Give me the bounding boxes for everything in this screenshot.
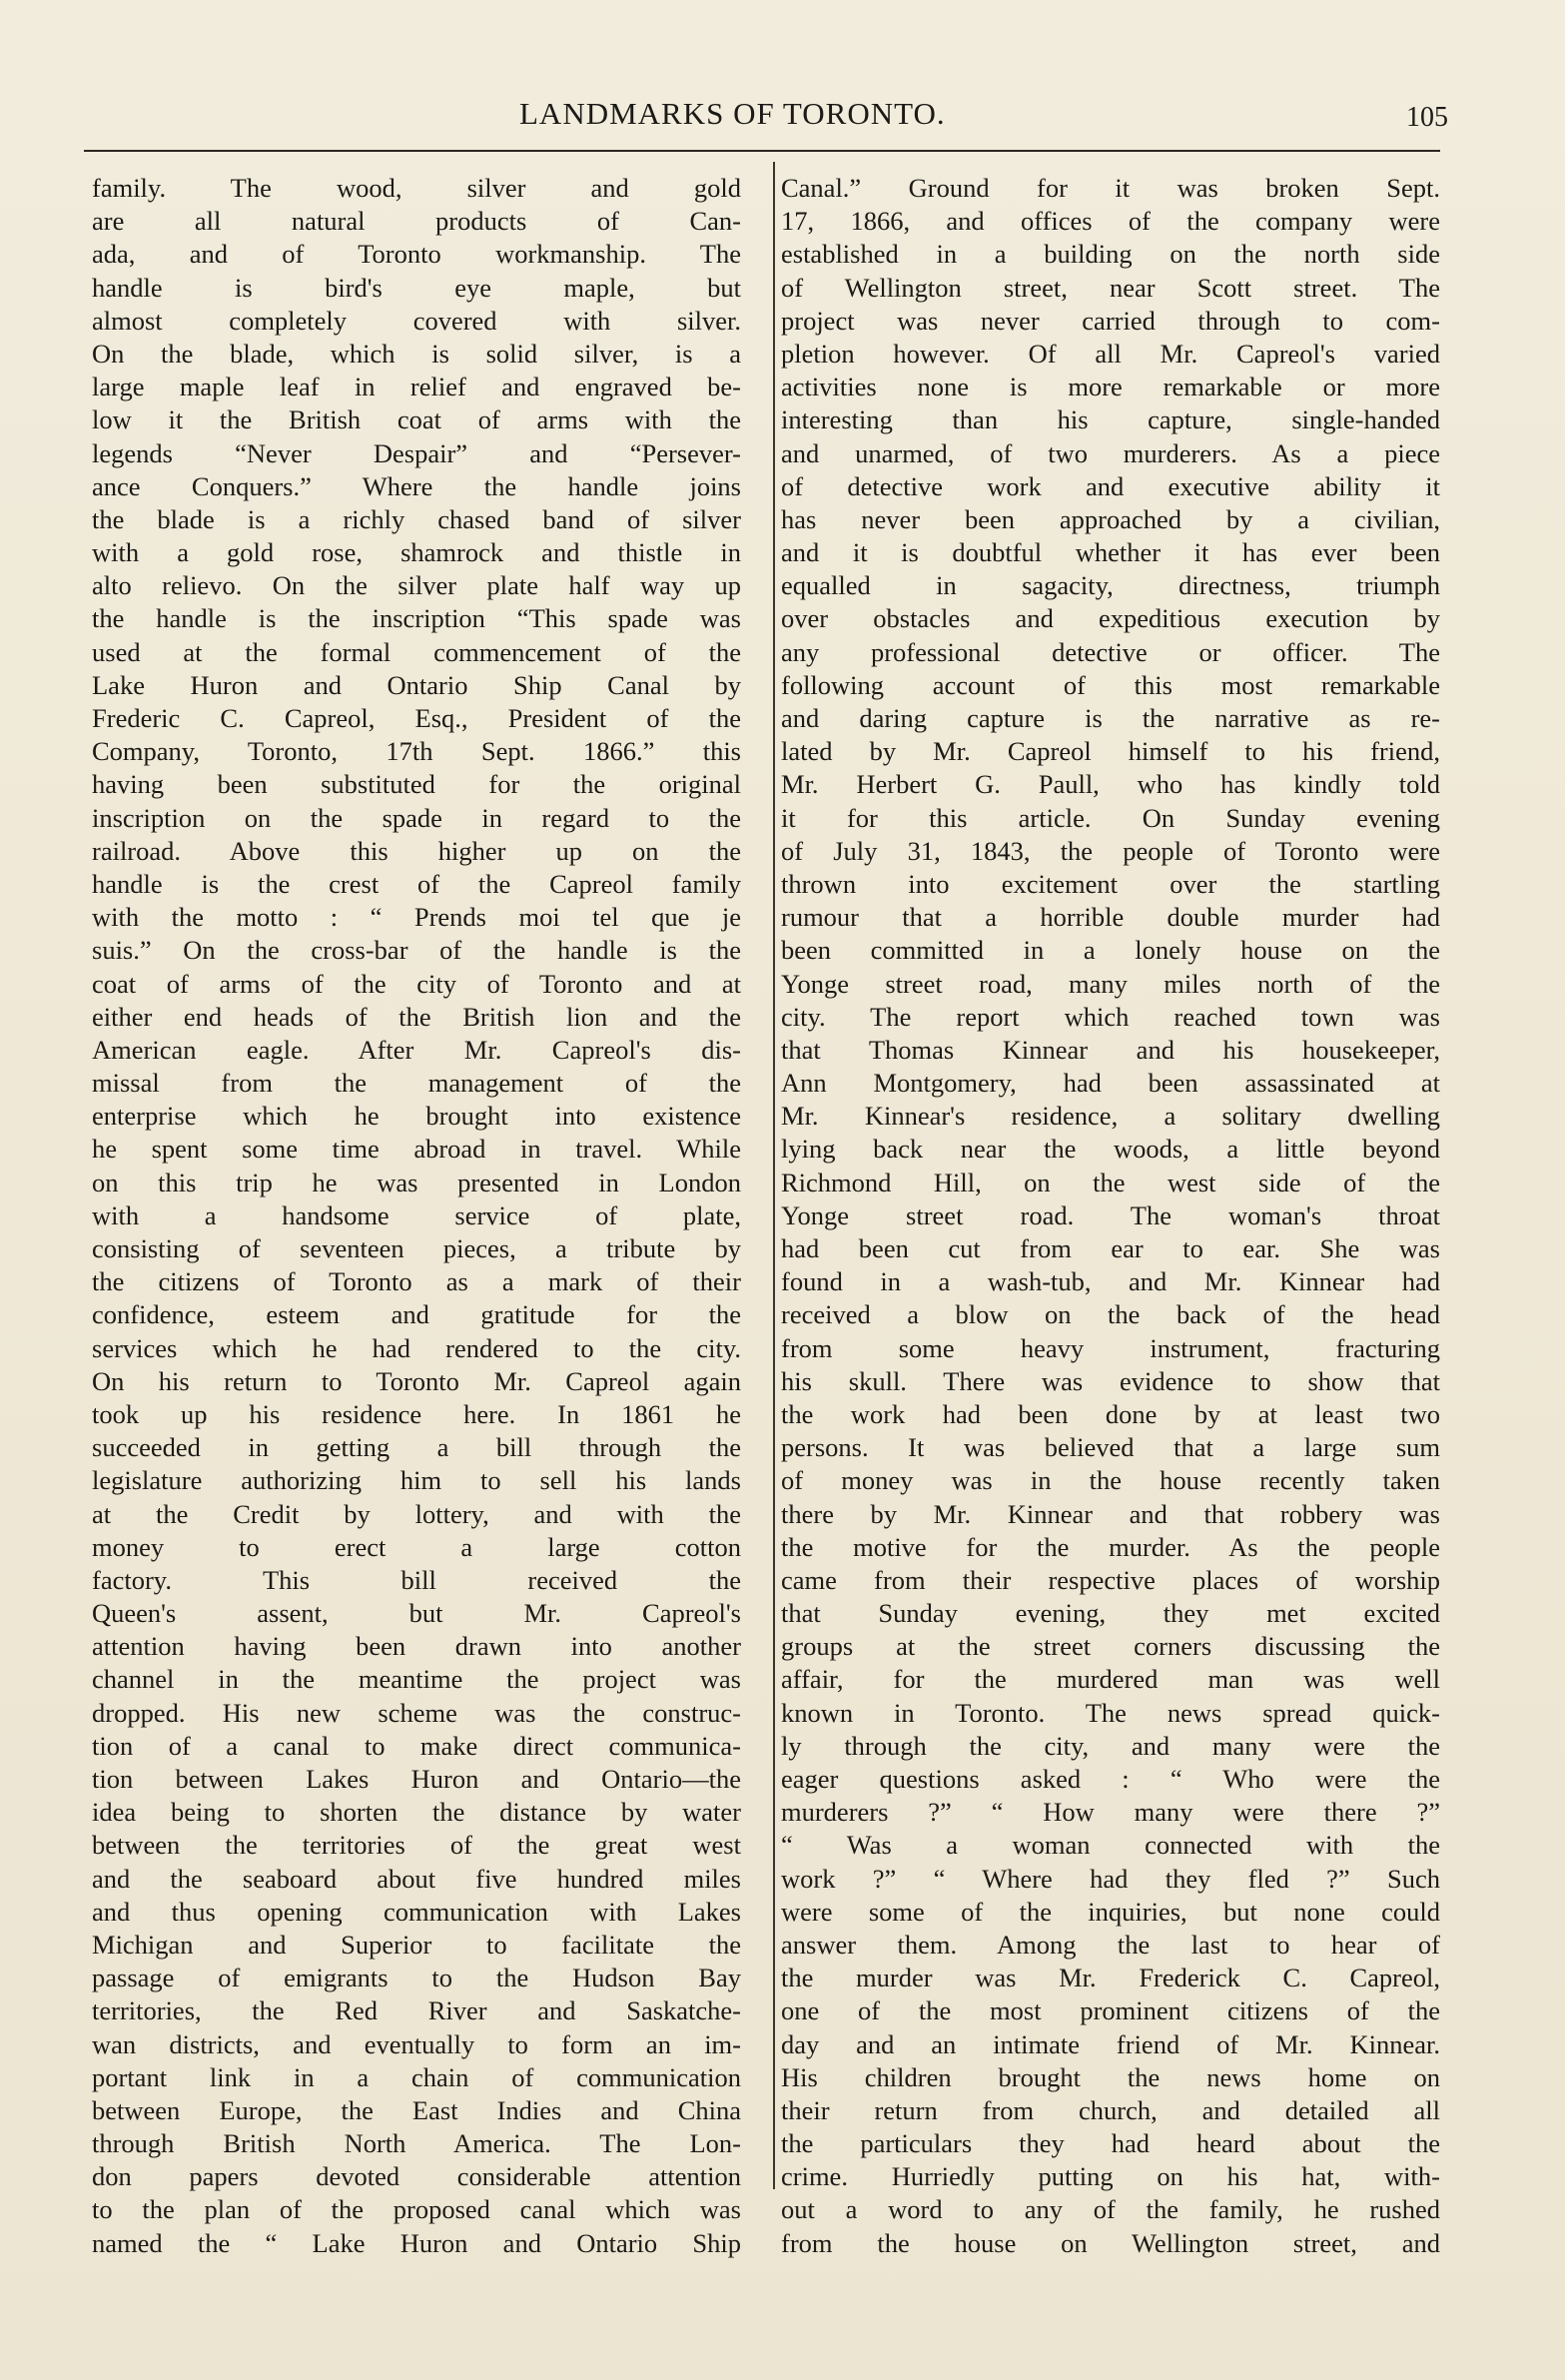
text-line: ly through the city, and many were the [781, 1730, 1440, 1761]
text-line: of Wellington street, near Scott street. The [781, 272, 1440, 303]
text-line: following account of this most remarkable [781, 669, 1440, 700]
text-line: and daring capture is the narrative as re- [781, 703, 1440, 733]
text-line: Canal.” Ground for it was broken Sept. [781, 173, 1440, 203]
text-line: the blade is a richly chased band of silver [92, 503, 741, 534]
text-line: came from their respective places of worship [781, 1564, 1440, 1595]
text-line: don papers devoted considerable attention [92, 2161, 741, 2192]
text-line: handle is the crest of the Capreol family [92, 868, 741, 899]
text-line: persons. It was believed that a large sum [781, 1432, 1440, 1463]
text-line: groups at the street corners discussing the [781, 1631, 1440, 1662]
text-line: murderers ?” “ How many were there ?” [781, 1797, 1440, 1828]
text-line: almost completely covered with silver. [92, 305, 741, 336]
text-line: inscription on the spade in regard to the [92, 802, 741, 833]
text-line: interesting than his capture, single-handed [781, 404, 1440, 435]
text-line: and the seaboard about five hundred miles [92, 1863, 741, 1894]
text-line: having been substituted for the original [92, 769, 741, 800]
text-line: of detective work and executive ability it [781, 470, 1440, 501]
text-line: used at the formal commencement of the [92, 636, 741, 667]
text-line: On the blade, which is solid silver, is a [92, 338, 741, 369]
text-line: crime. Hurriedly putting on his hat, with- [781, 2161, 1440, 2192]
text-line: wan districts, and eventually to form an im- [92, 2028, 741, 2059]
text-line: has never been approached by a civilian, [781, 503, 1440, 534]
text-line: found in a wash-tub, and Mr. Kinnear had [781, 1266, 1440, 1297]
text-line: are all natural products of Can- [92, 206, 741, 237]
text-line: that Sunday evening, they met excited [781, 1598, 1440, 1629]
header-rule [84, 150, 1440, 152]
text-line: coat of arms of the city of Toronto and at [92, 968, 741, 999]
text-line: between the territories of the great west [92, 1830, 741, 1861]
text-line: there by Mr. Kinnear and that robbery was [781, 1498, 1440, 1529]
text-line: ada, and of Toronto workmanship. The [92, 239, 741, 270]
text-line: On his return to Toronto Mr. Capreol again [92, 1365, 741, 1396]
column-divider [773, 162, 775, 2189]
text-line: to the plan of the proposed canal which was [92, 2194, 741, 2225]
left-column [92, 172, 741, 2260]
text-line: lated by Mr. Capreol himself to his friend, [781, 736, 1440, 767]
text-line: with a handsome service of plate, [92, 1199, 741, 1230]
text-line: money to erect a large cotton [92, 1531, 741, 1562]
text-line: that Thomas Kinnear and his housekeeper, [781, 1034, 1440, 1065]
text-line: any professional detective or officer. The [781, 636, 1440, 667]
text-line: Ann Montgomery, had been assassinated at [781, 1068, 1440, 1099]
text-line: missal from the management of the [92, 1068, 741, 1099]
text-line: eager questions asked : “ Who were the [781, 1764, 1440, 1794]
text-line: Mr. Kinnear's residence, a solitary dwelling [781, 1101, 1440, 1132]
text-line: confidence, esteem and gratitude for the [92, 1299, 741, 1330]
text-line: Michigan and Superior to facilitate the [92, 1929, 741, 1960]
text-line: handle is bird's eye maple, but [92, 272, 741, 303]
text-line: rumour that a horrible double murder had [781, 902, 1440, 933]
text-line: portant link in a chain of communication [92, 2061, 741, 2092]
text-line: with a gold rose, shamrock and thistle in [92, 537, 741, 568]
text-line: the handle is the inscription “This spade was [92, 603, 741, 634]
text-line: American eagle. After Mr. Capreol's dis- [92, 1034, 741, 1065]
text-line: Yonge street road. The woman's throat [781, 1199, 1440, 1230]
text-line: attention having been drawn into another [92, 1631, 741, 1662]
text-line: through British North America. The Lon- [92, 2128, 741, 2159]
text-line: out a word to any of the family, he rushed [781, 2194, 1440, 2225]
text-line: and thus opening communication with Lakes [92, 1896, 741, 1927]
text-line: territories, the Red River and Saskatche- [92, 1995, 741, 2026]
text-line: at the Credit by lottery, and with the [92, 1498, 741, 1529]
text-line: alto relievo. On the silver plate half way up [92, 570, 741, 601]
text-line: from the house on Wellington street, and [781, 2227, 1440, 2258]
text-line: Queen's assent, but Mr. Capreol's [92, 1598, 741, 1629]
text-line: of July 31, 1843, the people of Toronto were [781, 835, 1440, 866]
text-line: were some of the inquiries, but none could [781, 1896, 1440, 1927]
text-line: the particulars they had heard about the [781, 2128, 1440, 2159]
text-line: low it the British coat of arms with the [92, 404, 741, 435]
text-line: the motive for the murder. As the people [781, 1531, 1440, 1562]
text-line: of money was in the house recently taken [781, 1465, 1440, 1496]
text-line: ance Conquers.” Where the handle joins [92, 470, 741, 501]
text-line: factory. This bill received the [92, 1564, 741, 1595]
text-line: pletion however. Of all Mr. Capreol's varied [781, 338, 1440, 369]
text-line: tion between Lakes Huron and Ontario—the [92, 1764, 741, 1794]
text-line: tion of a canal to make direct communica- [92, 1730, 741, 1761]
text-line: consisting of seventeen pieces, a tribute by [92, 1233, 741, 1263]
right-column [781, 172, 1440, 2260]
text-line: suis.” On the cross-bar of the handle is the [92, 935, 741, 966]
text-line: with the motto : “ Prends moi tel que je [92, 902, 741, 933]
text-line: services which he had rendered to the city. [92, 1332, 741, 1363]
text-line: affair, for the murdered man was well [781, 1664, 1440, 1695]
text-line: His children brought the news home on [781, 2061, 1440, 2092]
text-line: Company, Toronto, 17th Sept. 1866.” this [92, 736, 741, 767]
text-line: Yonge street road, many miles north of the [781, 968, 1440, 999]
text-line: legends “Never Despair” and “Persever- [92, 437, 741, 468]
text-line: the work had been done by at least two [781, 1398, 1440, 1429]
text-line: thrown into excitement over the startling [781, 868, 1440, 899]
text-line: railroad. Above this higher up on the [92, 835, 741, 866]
text-line: between Europe, the East Indies and China [92, 2094, 741, 2125]
text-line: he spent some time abroad in travel. While [92, 1134, 741, 1165]
text-line: dropped. His new scheme was the construc- [92, 1697, 741, 1728]
text-line: work ?” “ Where had they fled ?” Such [781, 1863, 1440, 1894]
text-line: the citizens of Toronto as a mark of their [92, 1266, 741, 1297]
text-line: one of the most prominent citizens of the [781, 1995, 1440, 2026]
text-line: established in a building on the north side [781, 239, 1440, 270]
text-line: been committed in a lonely house on the [781, 935, 1440, 966]
text-line: large maple leaf in relief and engraved be- [92, 372, 741, 402]
page-number: 105 [1406, 102, 1448, 133]
text-line: city. The report which reached town was [781, 1001, 1440, 1032]
running-head: LANDMARKS OF TORONTO. [519, 96, 946, 131]
text-line: over obstacles and expeditious execution by [781, 603, 1440, 634]
text-line: the murder was Mr. Frederick C. Capreol, [781, 1963, 1440, 1993]
text-line: and unarmed, of two murderers. As a piece [781, 437, 1440, 468]
text-line: lying back near the woods, a little beyond [781, 1134, 1440, 1165]
text-line: project was never carried through to com- [781, 305, 1440, 336]
text-line: named the “ Lake Huron and Ontario Ship [92, 2227, 741, 2258]
text-line: enterprise which he brought into existence [92, 1101, 741, 1132]
text-line: known in Toronto. The news spread quick- [781, 1697, 1440, 1728]
text-line: Richmond Hill, on the west side of the [781, 1167, 1440, 1197]
text-line: Frederic C. Capreol, Esq., President of the [92, 703, 741, 733]
text-line: family. The wood, silver and gold [92, 173, 741, 203]
text-line: it for this article. On Sunday evening [781, 802, 1440, 833]
text-line: day and an intimate friend of Mr. Kinnear. [781, 2028, 1440, 2059]
text-line: Mr. Herbert G. Paull, who has kindly told [781, 769, 1440, 800]
text-line: had been cut from ear to ear. She was [781, 1233, 1440, 1263]
text-line: his skull. There was evidence to show that [781, 1365, 1440, 1396]
text-line: on this trip he was presented in London [92, 1167, 741, 1197]
text-line: channel in the meantime the project was [92, 1664, 741, 1695]
text-line: from some heavy instrument, fracturing [781, 1332, 1440, 1363]
text-line: and it is doubtful whether it has ever been [781, 537, 1440, 568]
text-line: “ Was a woman connected with the [781, 1830, 1440, 1861]
text-line: either end heads of the British lion and the [92, 1001, 741, 1032]
text-line: legislature authorizing him to sell his lands [92, 1465, 741, 1496]
text-line: answer them. Among the last to hear of [781, 1929, 1440, 1960]
text-line: idea being to shorten the distance by water [92, 1797, 741, 1828]
text-line: succeeded in getting a bill through the [92, 1432, 741, 1463]
text-line: 17, 1866, and offices of the company were [781, 206, 1440, 237]
text-line: passage of emigrants to the Hudson Bay [92, 1963, 741, 1993]
text-line: Lake Huron and Ontario Ship Canal by [92, 669, 741, 700]
text-line: took up his residence here. In 1861 he [92, 1398, 741, 1429]
text-line: activities none is more remarkable or more [781, 372, 1440, 402]
text-line: received a blow on the back of the head [781, 1299, 1440, 1330]
text-line: their return from church, and detailed all [781, 2094, 1440, 2125]
text-line: equalled in sagacity, directness, triumph [781, 570, 1440, 601]
